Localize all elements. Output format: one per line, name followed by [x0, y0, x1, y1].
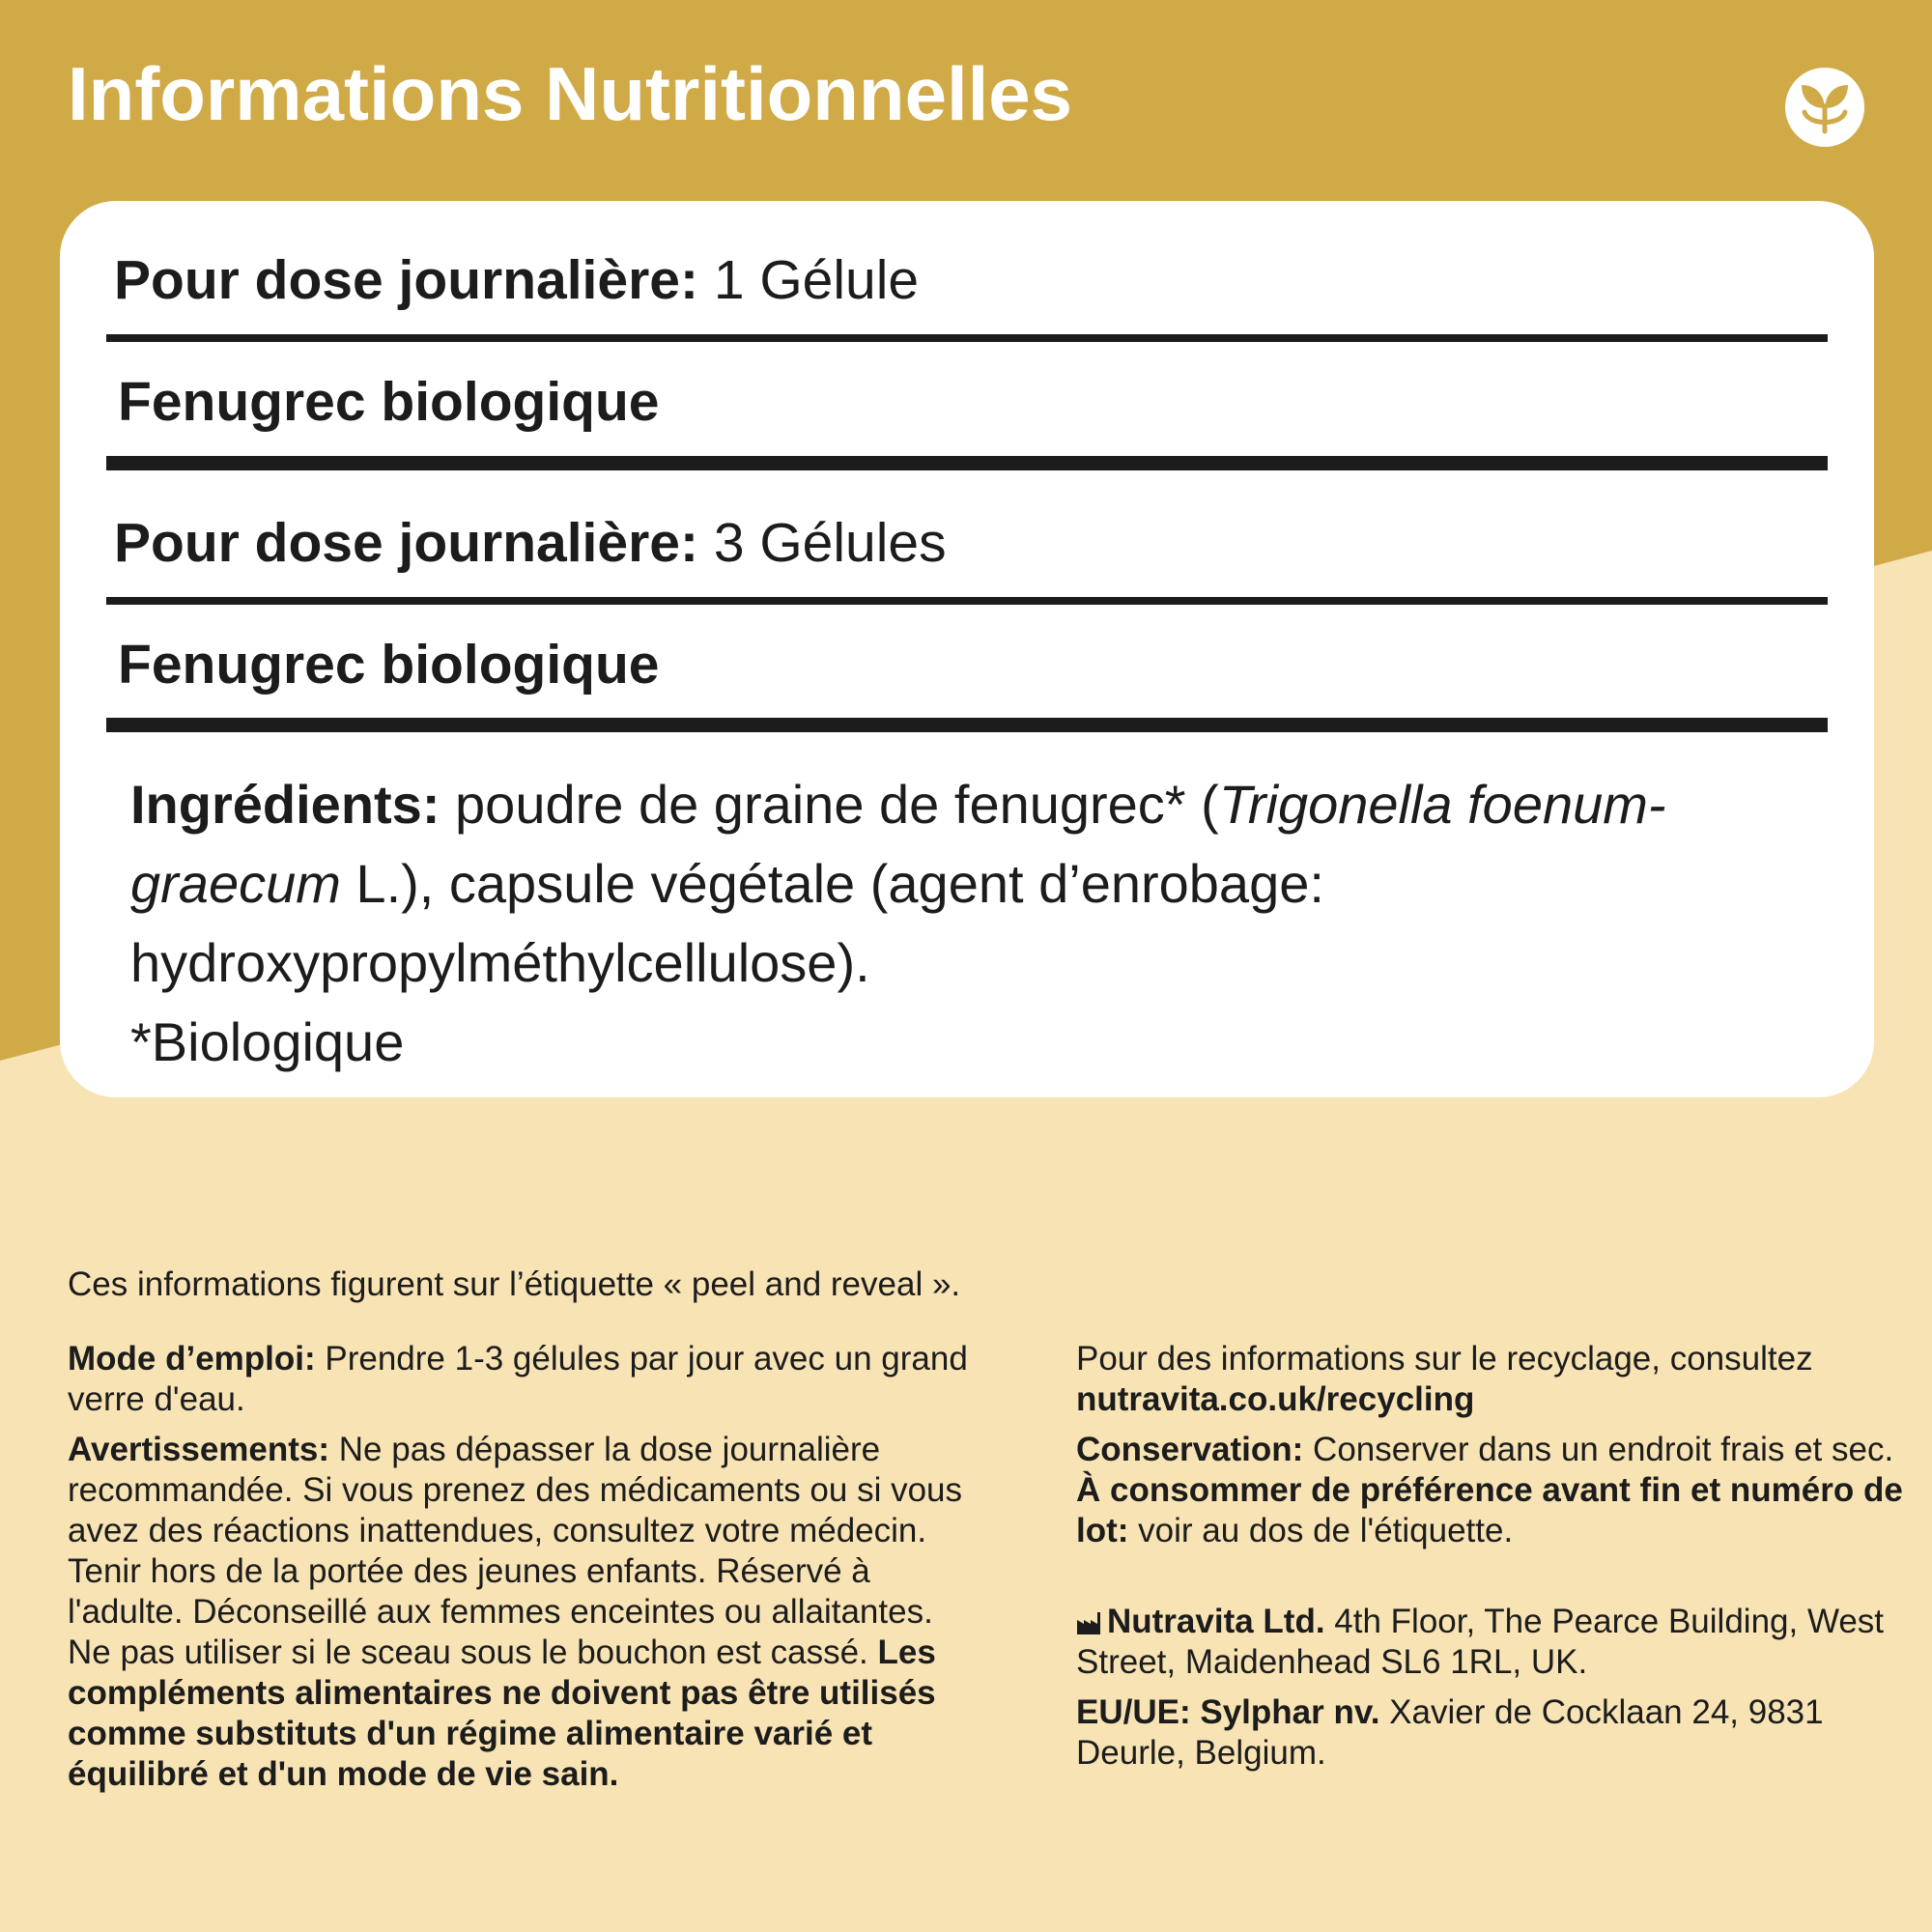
divider-thick	[106, 718, 1828, 732]
peel-reveal-note: Ces informations figurent sur l’étiquette « peel and reveal ».	[68, 1265, 961, 1303]
dose-value: 3 Gélules	[713, 512, 947, 574]
usage-label: Mode d’emploi:	[68, 1340, 316, 1378]
dose-line-2	[114, 512, 947, 574]
usage-paragraph	[68, 1339, 976, 1420]
storage-paragraph	[1076, 1430, 1926, 1551]
warnings-paragraph	[68, 1430, 976, 1795]
factory-icon	[1076, 1610, 1101, 1635]
eu-representative-label: EU/UE: Sylphar nv.	[1076, 1693, 1380, 1731]
dose-value: 1 Gélule	[713, 249, 920, 311]
ingredients-text	[130, 765, 1792, 1082]
warnings-label: Avertissements:	[68, 1431, 330, 1468]
manufacturer-address: 4th Floor, The Pearce Building, West Street, Maidenhead SL6 1RL, UK.	[1076, 1603, 1885, 1681]
storage-text: Conserver dans un endroit frais et sec.	[1303, 1431, 1894, 1468]
warnings-bold-text: Les compléments alimentaires ne doivent pas être utilisés comme substituts d'un régime alimentaire varié et équilibré et d'un mode de vie sain.	[68, 1634, 936, 1793]
organic-note: *Biologique	[130, 1011, 405, 1072]
divider-thin	[106, 597, 1828, 605]
usage-text: Prendre 1-3 gélules par jour avec un grand verre d'eau.	[68, 1340, 968, 1418]
leaf-sprout-icon	[1785, 68, 1864, 147]
best-before-label: À consommer de préférence avant fin et numéro de lot:	[1076, 1471, 1903, 1549]
eu-representative-paragraph	[1076, 1692, 1926, 1774]
dose-line-1	[114, 249, 920, 311]
recycling-paragraph	[1076, 1339, 1926, 1420]
info-column	[1076, 1339, 1926, 1783]
best-before-text: voir au dos de l'étiquette.	[1128, 1512, 1514, 1549]
manufacturer-name: Nutravita Ltd.	[1107, 1603, 1325, 1640]
usage-column	[68, 1339, 976, 1804]
ingredient-heading-2: Fenugrec biologique	[118, 634, 660, 696]
manufacturer-paragraph	[1076, 1602, 1926, 1683]
eu-representative-address: Xavier de Cocklaan 24, 9831 Deurle, Belgium.	[1076, 1693, 1824, 1772]
recycling-link[interactable]: nutravita.co.uk/recycling	[1076, 1380, 1475, 1418]
latin-name: Trigonella foenum-graecum	[130, 774, 1666, 914]
page-title: Informations Nutritionnelles	[68, 51, 1073, 136]
recycling-text: Pour des informations sur le recyclage, consultez	[1076, 1340, 1813, 1378]
dose-label: Pour dose journalière:	[114, 249, 698, 311]
storage-label: Conservation:	[1076, 1431, 1304, 1468]
divider-thick	[106, 456, 1828, 470]
ingredient-heading-1: Fenugrec biologique	[118, 371, 660, 433]
ingredients-label: Ingrédients:	[130, 774, 440, 835]
ingredients-part-2: L.), capsule végétale (agent d’enrobage: hydroxypropylméthylcellulose).	[130, 853, 1324, 993]
warnings-text: Ne pas dépasser la dose journalière recommandée. Si vous prenez des médicaments ou si vous avez des réactions inattendues, consultez votre médecin. Tenir hors de la portée des jeunes enfants. Réservé à l'adulte. Déconseillé aux femmes enceintes ou allaitantes. Ne pas utiliser si le sceau sous le bouchon est cassé.	[68, 1431, 963, 1671]
dose-label: Pour dose journalière:	[114, 512, 698, 574]
divider-thin	[106, 334, 1828, 342]
ingredients-part-1: poudre de graine de fenugrec* (	[440, 774, 1219, 835]
